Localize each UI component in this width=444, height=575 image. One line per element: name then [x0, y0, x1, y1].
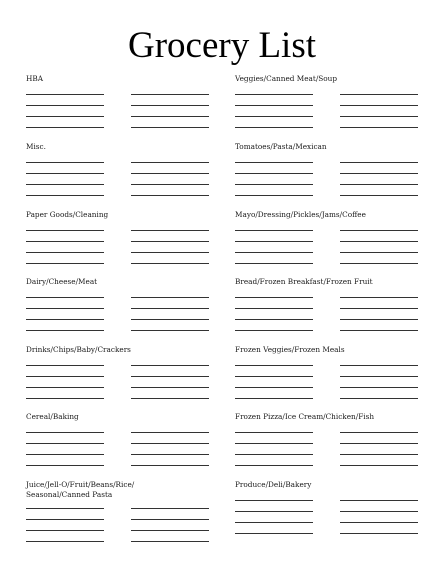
- write-in-line[interactable]: [235, 500, 313, 501]
- writing-lines: [235, 500, 435, 544]
- category-label: Mayo/Dressing/Pickles/Jams/Coffee: [235, 210, 366, 219]
- write-in-line[interactable]: [340, 252, 418, 253]
- write-in-line[interactable]: [340, 230, 418, 231]
- write-in-line[interactable]: [340, 173, 418, 174]
- write-in-line[interactable]: [340, 241, 418, 242]
- write-in-line[interactable]: [131, 195, 209, 196]
- write-in-line[interactable]: [340, 105, 418, 106]
- write-in-line[interactable]: [26, 297, 104, 298]
- write-in-line[interactable]: [131, 541, 209, 542]
- writing-lines: [26, 365, 226, 409]
- writing-lines: [235, 162, 435, 206]
- write-in-line[interactable]: [235, 533, 313, 534]
- write-in-line[interactable]: [235, 105, 313, 106]
- write-in-line[interactable]: [340, 94, 418, 95]
- write-in-line[interactable]: [26, 530, 104, 531]
- write-in-line[interactable]: [235, 432, 313, 433]
- category-section: [26, 480, 226, 500]
- write-in-line[interactable]: [26, 127, 104, 128]
- category-label: Veggies/Canned Meat/Soup: [235, 74, 338, 83]
- write-in-line[interactable]: [235, 94, 313, 95]
- write-in-line[interactable]: [26, 519, 104, 520]
- writing-lines: [235, 230, 435, 274]
- write-in-line[interactable]: [26, 398, 104, 399]
- write-in-line[interactable]: [235, 162, 313, 163]
- write-in-line[interactable]: [131, 173, 209, 174]
- write-in-line[interactable]: [235, 241, 313, 242]
- category-label: Bread/Frozen Breakfast/Frozen Fruit: [235, 277, 373, 286]
- write-in-line[interactable]: [131, 519, 209, 520]
- write-in-line[interactable]: [131, 252, 209, 253]
- write-in-line[interactable]: [235, 184, 313, 185]
- write-in-line[interactable]: [235, 443, 313, 444]
- write-in-line[interactable]: [340, 319, 418, 320]
- write-in-line[interactable]: [131, 432, 209, 433]
- write-in-line[interactable]: [131, 398, 209, 399]
- category-label: Dairy/Cheese/Meat: [26, 277, 98, 286]
- write-in-line[interactable]: [26, 263, 104, 264]
- write-in-line[interactable]: [26, 365, 104, 366]
- write-in-line[interactable]: [131, 94, 209, 95]
- write-in-line[interactable]: [340, 500, 418, 501]
- writing-lines: [26, 94, 226, 138]
- write-in-line[interactable]: [235, 195, 313, 196]
- category-section: [235, 345, 435, 355]
- write-in-line[interactable]: [235, 173, 313, 174]
- category-section: [235, 480, 435, 490]
- write-in-line[interactable]: [131, 319, 209, 320]
- category-label: Cereal/Baking: [26, 412, 79, 421]
- write-in-line[interactable]: [26, 173, 104, 174]
- write-in-line[interactable]: [131, 330, 209, 331]
- category-section: [26, 345, 226, 355]
- category-section: [26, 142, 226, 152]
- category-label: Drinks/Chips/Baby/Crackers: [26, 345, 131, 354]
- write-in-line[interactable]: [131, 297, 209, 298]
- write-in-line[interactable]: [131, 162, 209, 163]
- write-in-line[interactable]: [26, 376, 104, 377]
- write-in-line[interactable]: [131, 454, 209, 455]
- write-in-line[interactable]: [340, 432, 418, 433]
- write-in-line[interactable]: [26, 387, 104, 388]
- write-in-line[interactable]: [26, 116, 104, 117]
- write-in-line[interactable]: [131, 230, 209, 231]
- write-in-line[interactable]: [235, 297, 313, 298]
- category-section: [26, 277, 226, 287]
- write-in-line[interactable]: [26, 252, 104, 253]
- writing-lines: [26, 297, 226, 341]
- write-in-line[interactable]: [131, 116, 209, 117]
- write-in-line[interactable]: [26, 319, 104, 320]
- write-in-line[interactable]: [26, 195, 104, 196]
- category-label-line2: Seasonal/Canned Pasta: [26, 490, 113, 499]
- category-label: Tomatoes/Pasta/Mexican: [235, 142, 327, 151]
- write-in-line[interactable]: [131, 127, 209, 128]
- write-in-line[interactable]: [235, 465, 313, 466]
- write-in-line[interactable]: [26, 241, 104, 242]
- write-in-line[interactable]: [131, 184, 209, 185]
- write-in-line[interactable]: [235, 230, 313, 231]
- write-in-line[interactable]: [26, 508, 104, 509]
- category-label: Juice/Jell-O/Fruit/Beans/Rice/: [26, 480, 135, 489]
- write-in-line[interactable]: [340, 184, 418, 185]
- write-in-line[interactable]: [26, 184, 104, 185]
- category-section: [235, 74, 435, 84]
- category-label: HBA: [26, 74, 43, 83]
- write-in-line[interactable]: [235, 511, 313, 512]
- write-in-line[interactable]: [235, 398, 313, 399]
- category-section: [235, 412, 435, 422]
- write-in-line[interactable]: [131, 508, 209, 509]
- write-in-line[interactable]: [340, 387, 418, 388]
- write-in-line[interactable]: [340, 308, 418, 309]
- writing-lines: [235, 94, 435, 138]
- write-in-line[interactable]: [340, 511, 418, 512]
- write-in-line[interactable]: [131, 376, 209, 377]
- category-section: [235, 277, 435, 287]
- write-in-line[interactable]: [26, 94, 104, 95]
- write-in-line[interactable]: [235, 263, 313, 264]
- page-title: Grocery List: [127, 25, 317, 66]
- category-section: [235, 142, 435, 152]
- write-in-line[interactable]: [26, 162, 104, 163]
- write-in-line[interactable]: [131, 530, 209, 531]
- write-in-line[interactable]: [131, 365, 209, 366]
- write-in-line[interactable]: [26, 308, 104, 309]
- write-in-line[interactable]: [26, 105, 104, 106]
- write-in-line[interactable]: [131, 263, 209, 264]
- write-in-line[interactable]: [235, 319, 313, 320]
- write-in-line[interactable]: [340, 465, 418, 466]
- write-in-line[interactable]: [235, 454, 313, 455]
- write-in-line[interactable]: [340, 116, 418, 117]
- write-in-line[interactable]: [131, 241, 209, 242]
- write-in-line[interactable]: [340, 263, 418, 264]
- category-section: [235, 210, 435, 220]
- category-label: Produce/Deli/Bakery: [235, 480, 312, 489]
- write-in-line[interactable]: [340, 522, 418, 523]
- writing-lines: [235, 297, 435, 341]
- write-in-line[interactable]: [340, 330, 418, 331]
- write-in-line[interactable]: [235, 376, 313, 377]
- writing-lines: [26, 432, 226, 476]
- write-in-line[interactable]: [340, 533, 418, 534]
- write-in-line[interactable]: [235, 308, 313, 309]
- writing-lines: [235, 365, 435, 409]
- category-section: [26, 210, 226, 220]
- write-in-line[interactable]: [26, 230, 104, 231]
- write-in-line[interactable]: [26, 454, 104, 455]
- write-in-line[interactable]: [340, 365, 418, 366]
- writing-lines: [26, 162, 226, 206]
- write-in-line[interactable]: [340, 376, 418, 377]
- category-label: Frozen Veggies/Frozen Meals: [235, 345, 345, 354]
- write-in-line[interactable]: [340, 454, 418, 455]
- writing-lines: [235, 432, 435, 476]
- writing-lines: [26, 508, 226, 552]
- writing-lines: [26, 230, 226, 274]
- write-in-line[interactable]: [235, 252, 313, 253]
- write-in-line[interactable]: [340, 127, 418, 128]
- write-in-line[interactable]: [26, 330, 104, 331]
- category-section: [26, 74, 226, 84]
- category-label: Paper Goods/Cleaning: [26, 210, 109, 219]
- write-in-line[interactable]: [340, 443, 418, 444]
- write-in-line[interactable]: [340, 162, 418, 163]
- write-in-line[interactable]: [131, 465, 209, 466]
- category-label: Frozen Pizza/Ice Cream/Chicken/Fish: [235, 412, 375, 421]
- write-in-line[interactable]: [131, 387, 209, 388]
- write-in-line[interactable]: [26, 541, 104, 542]
- write-in-line[interactable]: [131, 443, 209, 444]
- write-in-line[interactable]: [340, 297, 418, 298]
- write-in-line[interactable]: [235, 330, 313, 331]
- write-in-line[interactable]: [235, 387, 313, 388]
- write-in-line[interactable]: [235, 522, 313, 523]
- write-in-line[interactable]: [26, 465, 104, 466]
- write-in-line[interactable]: [235, 116, 313, 117]
- write-in-line[interactable]: [131, 105, 209, 106]
- write-in-line[interactable]: [26, 432, 104, 433]
- category-label: Misc.: [26, 142, 46, 151]
- write-in-line[interactable]: [340, 398, 418, 399]
- write-in-line[interactable]: [340, 195, 418, 196]
- write-in-line[interactable]: [26, 443, 104, 444]
- write-in-line[interactable]: [235, 365, 313, 366]
- category-section: [26, 412, 226, 422]
- write-in-line[interactable]: [235, 127, 313, 128]
- write-in-line[interactable]: [131, 308, 209, 309]
